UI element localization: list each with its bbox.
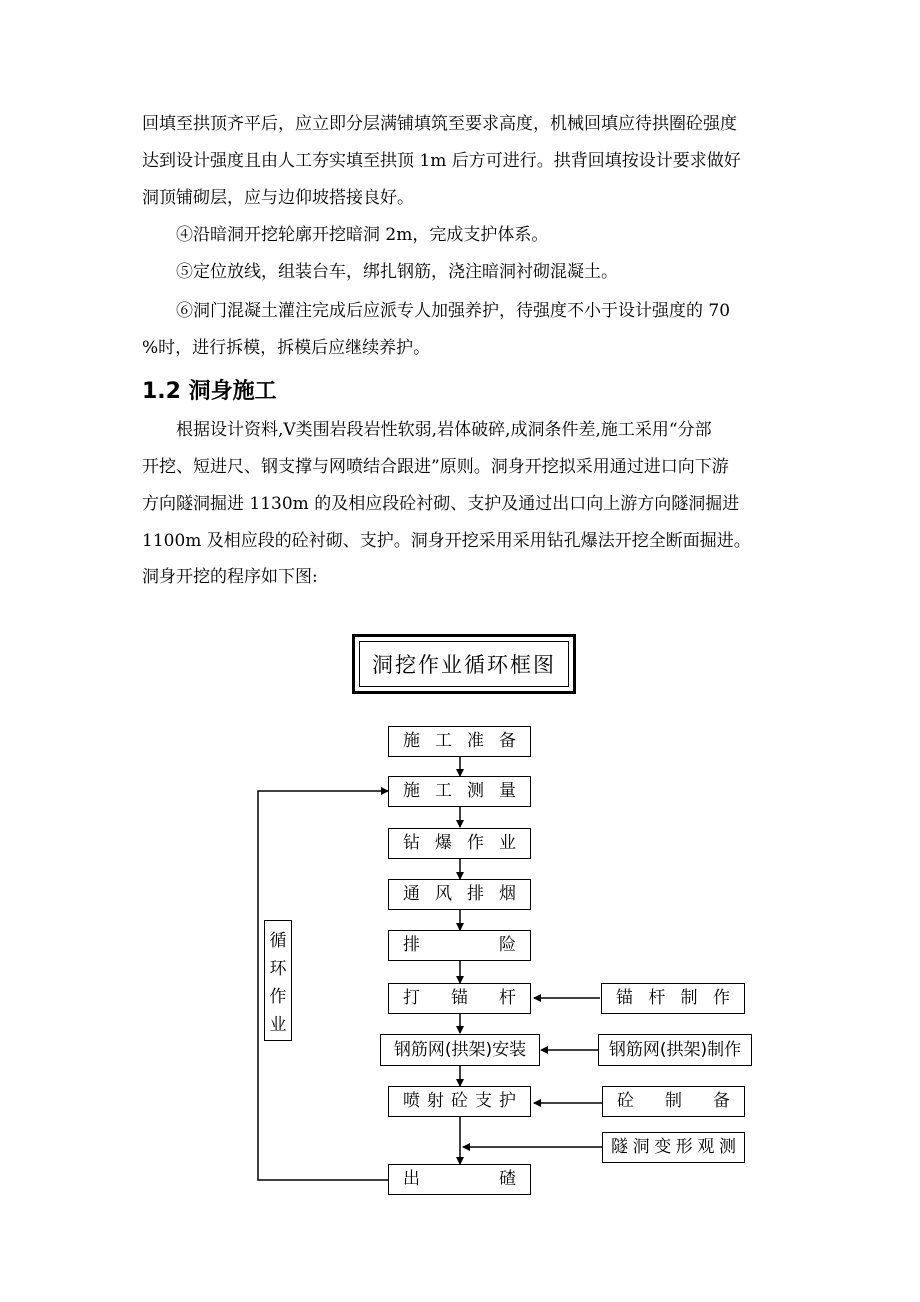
paragraph-step-5: ⑤定位放线，组装台车，绑扎钢筋，浇注暗洞衬砌混凝土。 xyxy=(176,262,618,282)
step-shotcrete: 喷 射 砼 支 护 xyxy=(388,1086,531,1117)
loop-label: 循 环 作 业 xyxy=(264,920,292,1041)
body-line: 方向隧洞掘进 1130m 的及相应段砼衬砌、支护及通过出口向上游方向隧洞掘进 xyxy=(142,494,740,514)
paragraph-step-6: ⑥洞门混凝土灌注完成后应派专人加强养护，待强度不小于设计强度的 70 xyxy=(176,301,731,321)
step-drill-blast: 钻 爆 作 业 xyxy=(388,828,531,859)
step-ventilation: 通 风 排 烟 xyxy=(388,879,531,910)
body-line: 洞身开挖的程序如下图: xyxy=(142,567,318,587)
side-mesh-fabrication: 钢筋网(拱架)制作 xyxy=(598,1034,752,1066)
side-concrete-prep: 砼 制 备 xyxy=(602,1086,745,1117)
paragraph-step-4: ④沿暗洞开挖轮廓开挖暗洞 2m，完成支护体系。 xyxy=(176,225,549,245)
body-line: 开挖、短进尺、钢支撑与网喷结合跟进”原则。洞身开挖拟采用通过进口向下游 xyxy=(142,457,729,477)
flowchart-title-frame xyxy=(352,634,576,694)
paragraph-line: 洞顶铺砌层，应与边仰坡搭接良好。 xyxy=(142,188,414,208)
flowchart-title: 洞挖作业循环框图 xyxy=(359,641,569,687)
step-survey: 施 工 测 量 xyxy=(388,776,531,807)
body-line: 1100m 及相应段的砼衬砌、支护。洞身开挖采用采用钻孔爆法开挖全断面掘进。 xyxy=(142,531,751,551)
side-bolt-fabrication: 锚 杆 制 作 xyxy=(601,983,745,1014)
side-deformation-monitoring: 隧 洞 变 形 观 测 xyxy=(602,1132,745,1163)
body-line: 根据设计资料,Ⅴ类围岩段岩性软弱,岩体破碎,成洞条件差,施工采用“分部 xyxy=(176,420,712,440)
step-rock-bolt: 打 锚 杆 xyxy=(388,983,531,1014)
step-scaling: 排 险 xyxy=(388,930,531,961)
paragraph-line: 回填至拱顶齐平后，应立即分层满铺填筑至要求高度，机械回填应待拱圈砼强度 xyxy=(142,114,737,134)
paragraph-line: %时，进行拆模，拆模后应继续养护。 xyxy=(142,338,431,358)
paragraph-line: 达到设计强度且由人工夯实填至拱顶 1m 后方可进行。拱背回填按设计要求做好 xyxy=(142,151,741,171)
step-mesh-install: 钢筋网(拱架)安装 xyxy=(380,1034,540,1066)
step-preparation: 施 工 准 备 xyxy=(388,726,531,757)
step-mucking: 出 碴 xyxy=(388,1164,531,1195)
section-heading: 1.2 洞身施工 xyxy=(142,379,277,404)
